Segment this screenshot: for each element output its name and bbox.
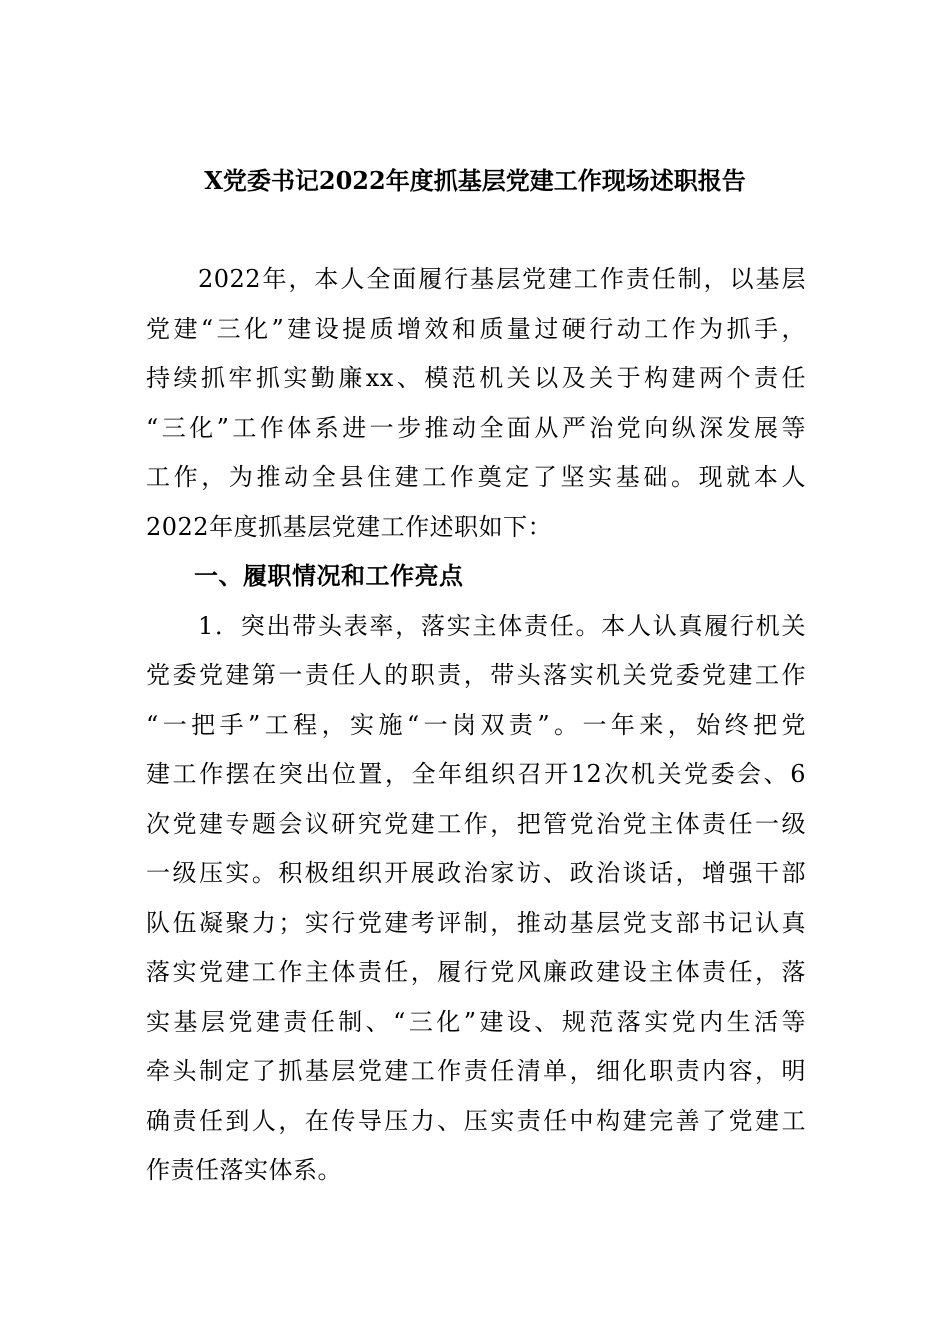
paragraph-2-line-9: 实基层党建责任制、“三化”建设、规范落实党内生活等 bbox=[146, 1007, 806, 1036]
paragraph-2-line-12: 作责任落实体系。 bbox=[146, 1156, 342, 1184]
paragraph-2-line-3: “一把手”工程，实施“一岗双责”。一年来，始终把党 bbox=[146, 710, 806, 739]
paragraph-2-line-4: 建工作摆在突出位置，全年组织召开12次机关党委会、6 bbox=[146, 760, 806, 788]
paragraph-2-line-2: 党委党建第一责任人的职责，带头落实机关党委党建工作 bbox=[146, 661, 806, 689]
paragraph-2-line-8: 落实党建工作主体责任，履行党风廉政建设主体责任，落 bbox=[146, 958, 806, 986]
paragraph-2-line-5: 次党建专题会议研究党建工作，把管党治党主体责任一级 bbox=[146, 809, 806, 838]
document-title: X党委书记2022年度抓基层党建工作现场述职报告 bbox=[204, 166, 746, 195]
document-body bbox=[146, 255, 806, 1196]
paragraph-1-line-5: 工作，为推动全县住建工作奠定了坚实基础。现就本人 bbox=[146, 463, 806, 491]
paragraph-1-line-2: 党建“三化”建设提质增效和质量过硬行动工作为抓手， bbox=[146, 314, 806, 343]
paragraph-2-line-1: 1．突出带头表率，落实主体责任。本人认真履行机关 bbox=[198, 611, 806, 640]
paragraph-2-line-6: 一级压实。积极组织开展政治家访、政治谈话，增强干部 bbox=[146, 859, 806, 887]
paragraph-1-line-1: 2022年，本人全面履行基层党建工作责任制，以基层 bbox=[198, 265, 806, 293]
paragraph-2-line-10: 牵头制定了抓基层党建工作责任清单，细化职责内容，明 bbox=[146, 1057, 806, 1085]
paragraph-1-line-4: “三化”工作体系进一步推动全面从严治党向纵深发展等 bbox=[146, 413, 806, 442]
paragraph-1-line-3: 持续抓牢抓实勤廉xx、模范机关以及关于构建两个责任 bbox=[146, 364, 806, 392]
paragraph-2-line-11: 确责任到人，在传导压力、压实责任中构建完善了党建工 bbox=[146, 1106, 806, 1135]
paragraph-1-line-6: 2022年度抓基层党建工作述职如下： bbox=[146, 512, 553, 541]
section-heading: 一、履职情况和工作亮点 bbox=[194, 562, 464, 590]
paragraph-2-line-7: 队伍凝聚力；实行党建考评制，推动基层党支部书记认真 bbox=[146, 908, 806, 937]
